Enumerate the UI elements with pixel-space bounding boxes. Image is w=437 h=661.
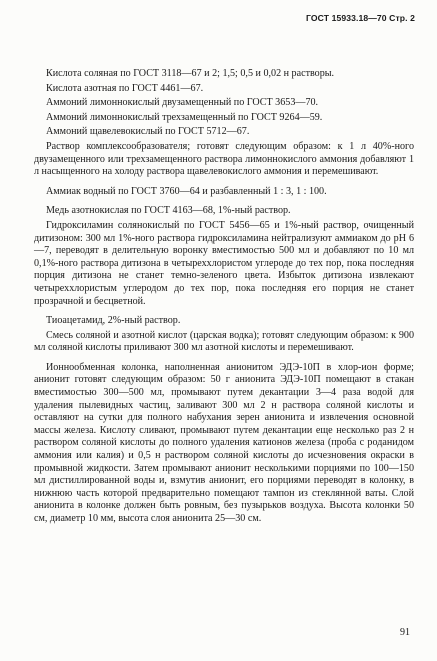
paragraph-ammonium-oxalate: Аммоний щавелевокислый по ГОСТ 5712—67. [46, 126, 250, 138]
paragraph-ammonium-citrate-dibasic: Аммоний лимоннокислый двузамещенный по ГОСТ 3653—70. [46, 97, 319, 109]
paragraph-aqua-regia: Смесь соляной и азотной кислот (царская водка); готовят следующим образом: к 900 мл соляной кислоты приливают 300 мл азотной кислоты и перемешивают. [34, 329, 414, 354]
paragraph-ion-exchange-column: Ионнообменная колонка, наполненная анионитом ЭДЭ-10П в хлор-ион форме; анионит готовят следующим образом: 50 г анионита ЭДЭ-10П помещают в стакан вместимостью 300—500 мл, промывают путем декантации 3—4 раза водой для удаления пылевидных частиц, заливают 300 мл 2 н раствора соляной кислоты и оставляют на сутки для полного набухания зерен анионита и извлечения основной массы железа. Кислоту сливают, промывают путем декантации еще несколько раз 2 н раствором соляной кислоты до полного удаления катионов железа (проба с роданидом аммония или калия) и 0,5 н раствором соляной кислоты до исчезновения окраски в промывной жидкости. Затем промывают анионит несколькими порциями по 100—150 мл дистиллированной воды и, взмутив анионит, его порциями переводят в колонку, в нижнюю часть которой предварительно помещают тампон из стеклянной ваты. Слой анионита в колонке должен быть ровным, без пузырьков воздуха. Высота колонки 50 см, диаметр 10 мм, высота слоя анионита 25—30 см. [34, 361, 414, 524]
paragraph-copper-nitrate: Медь азотнокислая по ГОСТ 4163—68, 1%-ный раствор. [46, 205, 291, 217]
paragraph-ammonium-citrate-tribasic: Аммоний лимоннокислый трехзамещенный по ГОСТ 9264—59. [46, 111, 323, 123]
document-body [34, 68, 414, 530]
paragraph-hydroxylamine: Гидроксиламин солянокислый по ГОСТ 5456—65 и 1%-ный раствор, очищенный дитизоном: 300 мл 1%-ного раствора гидроксиламина нейтрализуют аммиаком до pH 6—7, переводят в делительную воронку вместимостью 500 мл и добавляют по 10 мл 0,1%-ного раствора дитизона в четыреххлористом углероде до тех пор, пока последняя порция дитизона не станет темно-зеленого цвета. Избыток дитизона извлекают четыреххлористым углеродом до тех пор, пока последняя его порция не станет прозрачной и бесцветной. [34, 219, 414, 307]
page-number: 91 [400, 627, 410, 638]
paragraph-hydrochloric-acid: Кислота соляная по ГОСТ 3118—67 и 2; 1,5; 0,5 и 0,02 н растворы. [46, 68, 335, 79]
paragraph-nitric-acid: Кислота азотная по ГОСТ 4461—67. [46, 82, 204, 94]
document-header: ГОСТ 15933.18—70 Стр. 2 [306, 13, 415, 23]
paragraph-complexing-solution: Раствор комплексообразователя; готовят следующим образом: к 1 л 40%-ного двузамещенного или трехзамещенного раствора лимоннокислого аммония добавляют 1 л насыщенного на холоду раствора щавелевокислого аммония и перемешивают. [34, 140, 414, 178]
paragraph-thioacetamide: Тиоацетамид, 2%-ный раствор. [46, 315, 181, 327]
paragraph-ammonia: Аммиак водный по ГОСТ 3760—64 и разбавленный 1 : 3, 1 : 100. [46, 185, 327, 197]
